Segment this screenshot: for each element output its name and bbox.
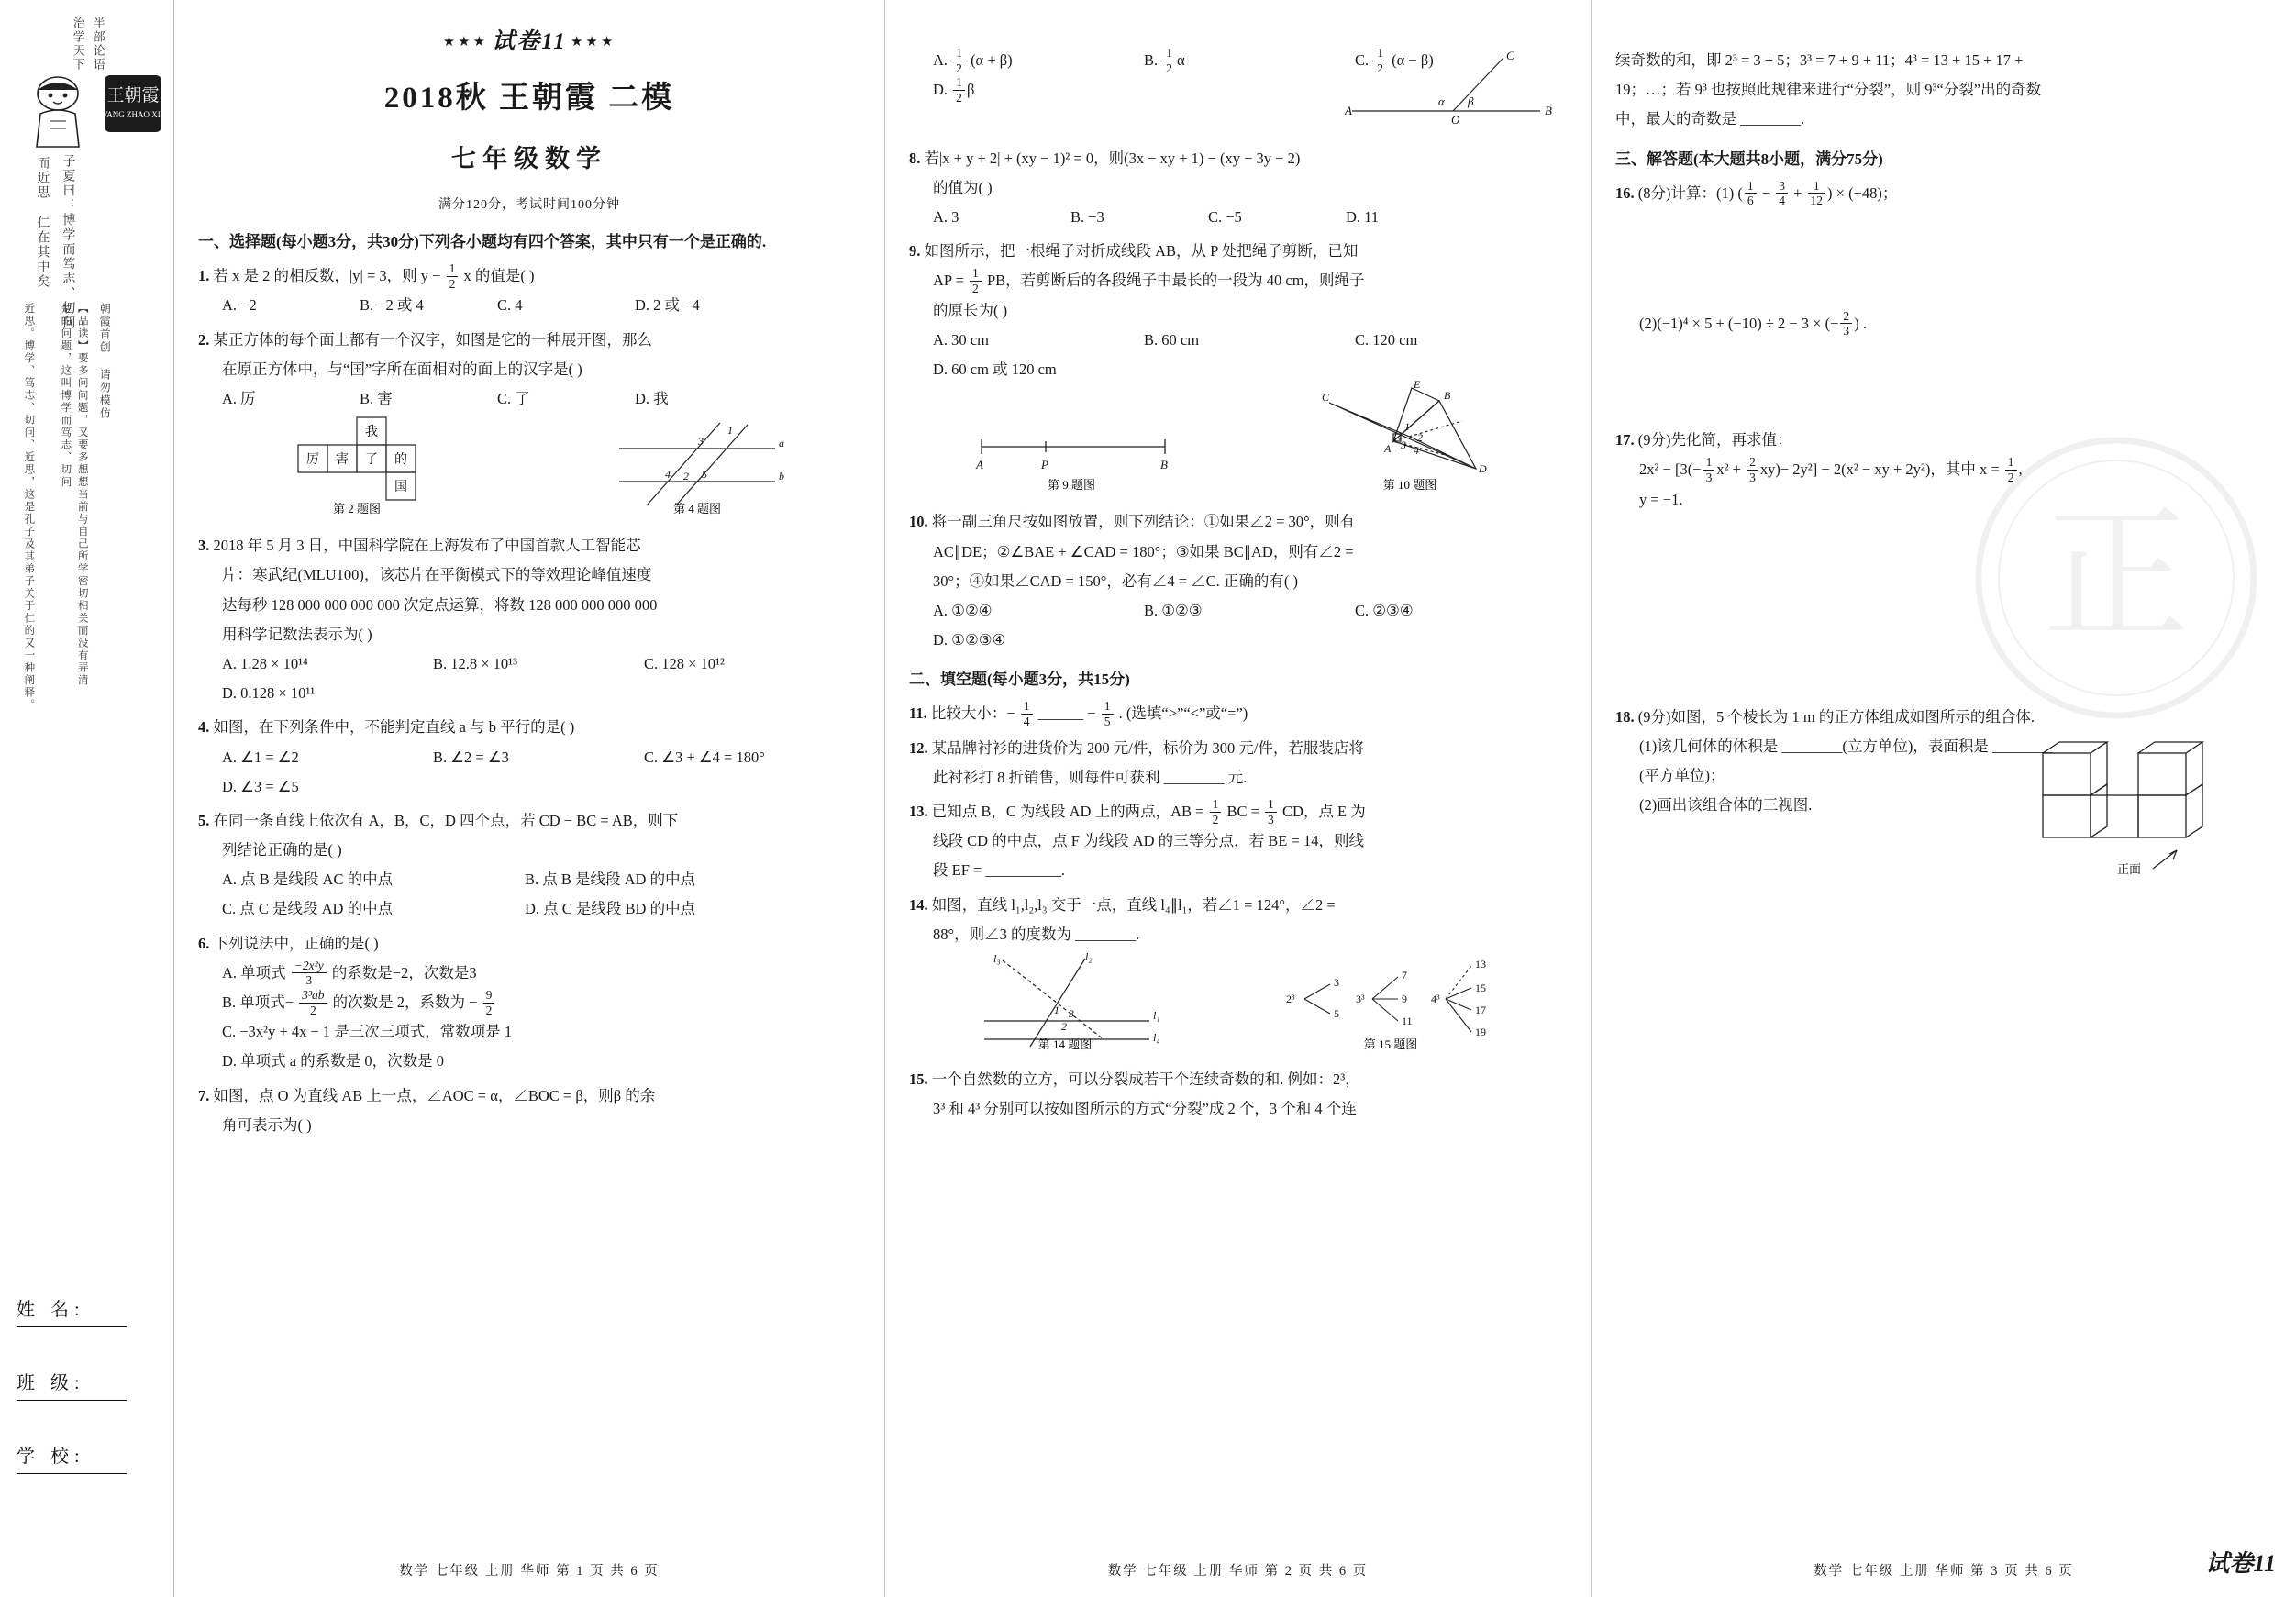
figure-q18-label: 正面 (2116, 861, 2142, 876)
option[interactable]: C. ∠3 + ∠4 = 180° (644, 748, 765, 766)
option[interactable]: C. −5 (1208, 208, 1242, 227)
svg-text:β: β (1468, 94, 1474, 108)
option[interactable]: D. 点 C 是线段 BD 的中点 (525, 900, 696, 918)
question-14-line-2[interactable]: 88°，则∠3 的度数为 ________. (933, 925, 1140, 943)
question-2-options (222, 384, 860, 414)
question-12-number: 12. (909, 738, 928, 757)
mascot-illustration (22, 73, 94, 152)
option[interactable]: A. 30 cm (933, 330, 989, 349)
svg-text:E: E (1413, 378, 1421, 392)
svg-text:第 15 题图: 第 15 题图 (1363, 1037, 1418, 1051)
svg-text:1: 1 (727, 424, 733, 438)
figure-q4 (610, 414, 793, 527)
question-17-expr-e: − 2y² (1780, 460, 1813, 479)
field-name-line[interactable] (17, 1326, 127, 1327)
svg-text:第 9 题图: 第 9 题图 (1048, 478, 1096, 493)
page-column-3 (1592, 0, 2296, 1597)
svg-text:13: 13 (1475, 957, 1487, 970)
question-18-number: 18. (1615, 707, 1635, 726)
page-column-1 (174, 0, 885, 1597)
field-name-label: 姓 名: (17, 1300, 85, 1320)
svg-text:B: B (1160, 458, 1169, 472)
question-11-fraction-2: $\frac{1}{5}$ (1102, 699, 1114, 728)
paper-number: 试卷11 (492, 29, 567, 54)
svg-text:3: 3 (698, 435, 704, 449)
question-11 (909, 699, 1567, 728)
svg-text:的: 的 (394, 453, 407, 468)
question-15-number: 15. (909, 1070, 928, 1089)
question-2 (198, 326, 860, 384)
q15-cont-line-3[interactable]: 中，最大的奇数是 ________. (1615, 110, 1805, 128)
svg-text:l₃: l₃ (993, 951, 1001, 965)
page-1-footer: 数学 七年级 上册 华师 第 1 页 共 6 页 (399, 1563, 660, 1579)
svg-text:第 10 题图: 第 10 题图 (1382, 478, 1437, 493)
option[interactable]: D. 60 cm 或 120 cm (933, 360, 1057, 379)
question-6-option-b-fraction: $\frac{\text{3³ab}}{2}$ (299, 988, 327, 1017)
svg-text:9: 9 (1402, 992, 1408, 1005)
question-10-line-3: 30°；④如果∠CAD = 150°，必有∠4 = ∠C. 正确的有( ) (933, 571, 1299, 590)
question-15-line-1: 一个自然数的立方，可以分裂成若干个连续奇数的和. 例如：2³， (931, 1070, 1360, 1089)
question-4-text: 如图，在下列条件中，不能判定直线 a 与 b 平行的是( ) (213, 718, 575, 737)
question-13-line-1b: BC = (1226, 803, 1259, 821)
option[interactable]: A. 1.28 × 10¹⁴ (222, 655, 308, 672)
svg-text:厉: 厉 (306, 453, 319, 468)
strip-text-b: 半部论语 (91, 17, 105, 72)
field-class-label: 班 级: (17, 1373, 85, 1393)
question-3-number: 3. (198, 537, 210, 555)
svg-text:5: 5 (702, 468, 707, 482)
question-17-expr-c: x² + (1716, 460, 1741, 479)
question-17 (1615, 426, 2272, 698)
question-18-line-3: (平方单位)； (1639, 767, 1725, 785)
question-3-line-3: 达每秒 128 000 000 000 000 次定点运算，将数 128 000 000 000 000 (222, 595, 658, 614)
option[interactable]: A. 点 B 是线段 AC 的中点 (222, 871, 394, 889)
question-4 (198, 713, 860, 742)
question-2-line-1: 某正方体的每个面上都有一个汉字，如图是它的一种展开图，那么 (213, 330, 652, 349)
field-school (17, 1441, 127, 1474)
field-class-line[interactable] (17, 1400, 127, 1401)
svg-text:3: 3 (1334, 975, 1340, 989)
svg-text:WANG ZHAO XIA: WANG ZHAO XIA (99, 110, 167, 119)
question-14-number: 14. (909, 895, 928, 914)
question-16 (1615, 179, 2272, 422)
question-16-expr: ( $\frac{1}{6}$ − $\frac{3}{4}$ + $\frac{1}{12}$ ) (1737, 178, 1836, 208)
question-17-expr-b: 3 (1680, 460, 1688, 479)
option[interactable]: A. $\frac{1}{2}$ (α + β) (933, 46, 1013, 75)
svg-text:l₄: l₄ (1152, 1030, 1160, 1044)
option[interactable]: C. 4 (497, 296, 523, 315)
question-16-answer-space-2[interactable] (1615, 338, 2272, 421)
strip-text-e: 朝霞首创 请勿模仿 (98, 303, 112, 420)
question-12-line-2[interactable]: 此衬衫打 8 折销售，则每件可获利 ________ 元. (933, 768, 1248, 786)
svg-text:19: 19 (1475, 1025, 1487, 1038)
question-13 (909, 797, 1567, 886)
q15-continuation (1615, 46, 2272, 135)
question-12-line-1: 某品牌衬衫的进货价为 200 元/件，标价为 300 元/件，若服装店将 (931, 738, 1364, 757)
svg-text:5: 5 (1334, 1006, 1340, 1020)
question-3-line-4: 用科学记数法表示为( ) (222, 625, 372, 643)
figure-q2 (265, 414, 476, 527)
question-13-fraction-1: $\frac{1}{2}$ (1210, 797, 1222, 826)
svg-text:C: C (1321, 391, 1329, 405)
strip-text-c: 而近思 仁在其中矣 (35, 156, 50, 289)
question-11-fraction-1: $\frac{1}{4}$ (1021, 699, 1033, 728)
question-17-line-3: y = −1. (1639, 490, 1683, 508)
question-6-text: 下列说法中，正确的是( ) (213, 934, 379, 952)
option[interactable]: A. ①②④ (933, 601, 993, 619)
strip-text-g: 近思。博学、笃志、切问、近思，这是孔子及其弟子关于仁的又一种阐释。 (23, 303, 35, 712)
svg-text:B: B (1545, 103, 1552, 117)
exam-header (198, 20, 860, 217)
option[interactable]: A. ∠1 = ∠2 (222, 748, 299, 766)
option[interactable]: D. 我 (635, 389, 669, 407)
question-9-fraction: $\frac{1}{2}$ (970, 266, 982, 295)
question-16-answer-space-1[interactable] (1615, 208, 2272, 309)
svg-text:l₂: l₂ (1084, 949, 1093, 963)
question-11-text-c: . (选填“>”“<”或“=”) (1118, 704, 1248, 723)
option[interactable]: B. −3 (1070, 208, 1104, 227)
option[interactable]: B. 12.8 × 10¹³ (433, 655, 518, 672)
option[interactable]: C. 点 C 是线段 AD 的中点 (222, 900, 394, 918)
option[interactable]: B. ①②③ (1144, 601, 1203, 619)
svg-text:15: 15 (1475, 981, 1487, 994)
question-6-option-a[interactable] (222, 959, 860, 988)
question-17-answer-space[interactable] (1615, 515, 2272, 698)
question-10-line-1: 将一副三角尺按如图放置，则下列结论：①如果∠2 = 30°，则有 (931, 513, 1356, 531)
question-6-option-c[interactable]: C. −3x²y + 4x − 1 是三次三项式，常数项是 1 (222, 1023, 513, 1041)
option[interactable]: B. 害 (360, 389, 393, 407)
svg-text:1: 1 (1053, 1003, 1059, 1016)
svg-text:害: 害 (336, 453, 349, 468)
question-7 (198, 1081, 860, 1140)
question-7-number: 7. (198, 1086, 210, 1104)
question-18-line-4: (2)画出该组合体的三视图. (1639, 796, 1813, 815)
question-3 (198, 531, 860, 649)
svg-text:B: B (1443, 389, 1451, 403)
question-9-line-2 (933, 266, 1567, 295)
question-10 (909, 507, 1567, 596)
svg-text:A: A (976, 458, 984, 472)
question-6-number: 6. (198, 934, 210, 952)
svg-text:2: 2 (1060, 1019, 1067, 1033)
question-1-text-a: 若 x 是 2 的相反数，|y| = 3，则 y − (213, 267, 441, 285)
svg-text:a: a (779, 437, 784, 450)
question-16-line-2: (2)(−1)⁴ × 5 + (−10) ÷ 2 − 3 × (− $\frac{2}{3}$ ) . (1639, 308, 1867, 338)
question-13-line-2: 线段 CD 的中点，点 F 为线段 AD 的三等分点，若 BE = 14，则线 (933, 832, 1364, 850)
question-15-line-2: 3³ 和 4³ 分别可以按如图所示的方式“分裂”成 2 个，3 个和 4 个连 (933, 1100, 1357, 1118)
section-2-heading: 二、填空题(每小题3分，共15分) (909, 671, 1130, 689)
svg-text:4³: 4³ (1431, 992, 1440, 1005)
option[interactable]: C. 120 cm (1355, 330, 1418, 349)
question-12 (909, 734, 1567, 793)
question-17-expr-d: xy (1759, 460, 1776, 479)
svg-text:l₁: l₁ (1152, 1008, 1160, 1022)
svg-text:4: 4 (1413, 444, 1419, 458)
svg-text:α: α (1438, 94, 1445, 108)
q15-cont-line-2: 19；…；若 9³ 也按照此规律来进行“分裂”，则 9³“分裂”出的奇数 (1615, 81, 2042, 99)
question-1-options (222, 291, 860, 320)
question-10-options (933, 596, 1567, 655)
svg-text:2³: 2³ (1286, 992, 1295, 1005)
question-9-line-3: 的原长为( ) (933, 301, 1008, 319)
svg-text:A: A (1383, 442, 1392, 456)
question-9-line-2-b: PB，若剪断后的各段绳子中最长的一段为 40 cm，则绳子 (986, 272, 1365, 290)
option[interactable]: D. 11 (1346, 208, 1380, 227)
page-2-footer: 数学 七年级 上册 华师 第 2 页 共 6 页 (1107, 1563, 1369, 1579)
svg-text:王朝霞: 王朝霞 (106, 86, 160, 105)
option[interactable]: D. ①②③④ (933, 631, 1006, 649)
svg-text:b: b (779, 470, 784, 483)
student-info-fields (17, 1294, 127, 1514)
svg-text:4: 4 (665, 468, 671, 482)
question-3-options (222, 649, 860, 708)
option[interactable]: B. −2 或 4 (360, 296, 424, 315)
question-6 (198, 929, 860, 959)
exam-subject: 七年级数学 (451, 145, 607, 173)
figures-row-q2-q4 (198, 414, 860, 527)
question-11-text-a: 比较大小：− (930, 704, 1015, 723)
page-column-2 (885, 0, 1592, 1597)
svg-text:第 4 题图: 第 4 题图 (672, 502, 722, 516)
question-5 (198, 806, 860, 865)
question-13-line-1a: 已知点 B，C 为线段 AD 上的两点，AB = (931, 803, 1204, 821)
option[interactable]: A. 3 (933, 208, 959, 227)
question-8 (909, 144, 1567, 203)
field-class (17, 1368, 127, 1401)
question-9-options (933, 326, 1567, 384)
question-17-line-1: (9分)先化简，再求值： (1637, 431, 1792, 449)
option[interactable]: B. 点 B 是线段 AD 的中点 (525, 871, 696, 889)
svg-text:3³: 3³ (1356, 992, 1365, 1005)
svg-text:2: 2 (683, 470, 689, 483)
option[interactable]: C. $\frac{1}{2}$ (α − β) (1355, 46, 1434, 75)
question-13-number: 13. (909, 803, 928, 821)
option[interactable]: B. 60 cm (1144, 330, 1200, 349)
svg-text:P: P (1041, 458, 1049, 472)
section-1-heading: 一、选择题(每小题3分，共30分)下列各小题均有四个答案，其中只有一个是正确的. (198, 233, 767, 251)
question-6-option-a-fraction: $\frac{\text{−2x²y}}{3}$ (292, 959, 327, 988)
svg-text:7: 7 (1402, 968, 1408, 981)
section-3-heading: 三、解答题(本大题共8小题，满分75分) (1615, 150, 1883, 168)
question-8-options (933, 203, 1567, 232)
option[interactable]: A. 厉 (222, 389, 256, 407)
question-6-option-b-prefix: B. 单项式− (222, 993, 294, 1012)
question-3-line-1: 2018 年 5 月 3 日，中国科学院在上海发布了中国首款人工智能芯 (213, 537, 641, 555)
question-8-number: 8. (909, 149, 921, 167)
paper-number-line (198, 20, 860, 65)
question-7-line-2: 角可表示为( ) (222, 1115, 312, 1134)
svg-text:国: 国 (394, 481, 407, 495)
svg-text:1: 1 (1403, 420, 1410, 434)
stars-left: ★★★ (442, 35, 489, 50)
option[interactable]: C. 128 × 10¹² (644, 655, 725, 672)
question-18-line-1: (9分)如图，5 个棱长为 1 m 的正方体组成如图所示的组合体. (1637, 707, 2035, 726)
question-6-option-a-suffix: 的系数是−2，次数是3 (331, 963, 477, 981)
option[interactable]: A. −2 (222, 296, 257, 315)
question-13-line-3[interactable]: 段 EF = __________. (933, 861, 1066, 880)
question-16-line-2-d: . (1862, 315, 1867, 333)
question-3-line-2: 片：寒武纪(MLU100)，该芯片在平衡模式下的等效理论峰值速度 (222, 566, 652, 584)
option[interactable]: B. ∠2 = ∠3 (433, 748, 509, 766)
question-18-line-2[interactable]: (1)该几何体的体积是 ________(立方单位)，表面积是 ________ (1639, 738, 2053, 756)
svg-text:C: C (1506, 48, 1514, 62)
question-8-line-2: 的值为( ) (933, 178, 993, 196)
q15-cont-line-1: 续奇数的和，即 2³ = 3 + 5；3³ = 7 + 9 + 11；4³ = 13 + 15 + 17 + (1615, 51, 2024, 69)
stars-right: ★★★ (570, 35, 616, 50)
svg-text:11: 11 (1402, 1014, 1413, 1027)
svg-text:3: 3 (1068, 1006, 1074, 1020)
question-4-number: 4. (198, 718, 210, 737)
question-5-number: 5. (198, 811, 210, 829)
question-9-line-2-a: AP = (933, 272, 964, 290)
question-1-fraction: $\frac{1}{2}$ (447, 261, 459, 291)
question-11-number: 11. (909, 704, 927, 723)
option[interactable]: D. $\frac{1}{2}$ β (933, 75, 975, 105)
question-15 (909, 1065, 1567, 1124)
strip-text-d: 子夏曰：博学而笃志、切问 (61, 154, 75, 330)
svg-text:2: 2 (1416, 431, 1423, 445)
question-9-line-1: 如图所示，把一根绳子对折成线段 AB，从 P 处把绳子剪断，已知 (924, 242, 1359, 261)
question-17-expr-f: − 2(x² − xy + 2y²)，其中 x = (1821, 460, 2000, 479)
field-school-line[interactable] (17, 1473, 127, 1474)
question-17-expr-a: 2x² − (1639, 460, 1671, 479)
question-11-text-b[interactable]: ______ − (1037, 704, 1096, 723)
question-5-line-1: 在同一条直线上依次有 A，B，C，D 四个点，若 CD − BC = AB，则下 (213, 811, 679, 829)
figures-row-q14-q15 (909, 949, 1567, 1060)
left-margin-strip (0, 0, 174, 1597)
svg-text:17: 17 (1475, 1003, 1487, 1016)
option[interactable]: B. $\frac{1}{2}$ α (1144, 46, 1185, 75)
svg-text:O: O (1451, 112, 1460, 127)
question-1-text-b: x 的值是( ) (463, 267, 535, 285)
question-17-line-2: 2x² − [3(− $\frac{1}{3}$ x² + $\frac{2}{3}$ xy)− 2y²] − 2(x² − xy + 2y²)，其中 x = $\frac{1}{2}$ , (1639, 455, 2023, 484)
svg-text:3: 3 (1400, 438, 1406, 452)
question-16-line-2-a: (2)(−1)⁴ × 5 + (−10) ÷ 2 − 3 × (1639, 315, 1822, 333)
question-1-number: 1. (198, 267, 210, 285)
question-9 (909, 237, 1567, 326)
option[interactable]: C. ②③④ (1355, 601, 1414, 619)
figure-q10 (1302, 378, 1513, 503)
question-9-number: 9. (909, 242, 921, 261)
svg-text:第 14 题图: 第 14 题图 (1037, 1037, 1093, 1051)
question-10-line-2: AC∥DE；②∠BAE + ∠CAD = 180°；③如果 BC∥AD，则有∠2 = (933, 542, 1354, 560)
svg-text:了: 了 (365, 453, 378, 468)
svg-text:我: 我 (365, 426, 378, 440)
option[interactable]: D. ∠3 = ∠5 (222, 777, 299, 795)
question-16-number: 16. (1615, 183, 1635, 202)
svg-text:A: A (1345, 103, 1352, 117)
figure-q15 (1281, 949, 1510, 1060)
strip-text-a: 治学天下 (71, 17, 85, 72)
question-13-fraction-2: $\frac{1}{3}$ (1265, 797, 1277, 826)
strip-text-f: 【品读】要多问问题，又要多想想当前与自己所学密切相关而没有弄清楚的问题，这叫博学而笃志、切问 (60, 303, 88, 687)
question-14-line-1: 如图，直线 l₁,l₂,l₃ 交于一点，直线 l₄∥l₁，若∠1 = 124°，∠2 = (931, 895, 1336, 914)
question-6-option-b-suffix: 的次数是 2，系数为 − (332, 993, 478, 1012)
question-7-line-1: 如图，点 O 为直线 AB 上一点，∠AOC = α，∠BOC = β，则β 的余 (213, 1086, 656, 1104)
page-3-footer: 数学 七年级 上册 华师 第 3 页 共 6 页 (1814, 1563, 2074, 1579)
question-13-line-1c: CD，点 E 为 (1281, 803, 1366, 821)
question-6-option-d[interactable]: D. 单项式 a 的系数是 0，次数是 0 (222, 1052, 444, 1070)
option[interactable]: D. 0.128 × 10¹¹ (222, 684, 316, 703)
question-1 (198, 261, 860, 291)
figure-q14 (966, 949, 1168, 1060)
question-14 (909, 891, 1567, 949)
figures-row-q9-q10 (909, 378, 1567, 503)
question-8-line-1: 若|x + y + 2| + (xy − 1)² = 0，则(3x − xy + 1) − (xy − 3y − 2) (924, 149, 1301, 167)
paper-badge: 试卷11 (2205, 1550, 2276, 1578)
question-5-options (222, 865, 860, 924)
svg-text:D: D (1478, 462, 1487, 476)
figure-q9 (963, 392, 1192, 503)
option[interactable]: C. 了 (497, 389, 530, 407)
svg-text:正: 正 (2042, 494, 2191, 658)
brand-seal-icon (99, 73, 167, 134)
question-4-options (222, 743, 860, 802)
question-6-option-a-prefix: A. 单项式 (222, 963, 286, 981)
option[interactable]: D. 2 或 −4 (635, 296, 700, 315)
exam-meta: 满分120分，考试时间100分钟 (438, 197, 620, 212)
question-6-option-b-fraction-2: $\frac{9}{2}$ (483, 988, 495, 1017)
question-17-number: 17. (1615, 431, 1635, 449)
question-5-line-2: 列结论正确的是( ) (222, 841, 342, 859)
question-10-number: 10. (909, 513, 928, 531)
question-16-tail: × (−48)； (1836, 183, 1898, 202)
question-17-expr-g: , (2018, 460, 2023, 479)
question-2-line-2: 在原正方体中，与“国”字所在面相对的面上的汉字是( ) (222, 360, 582, 378)
svg-text:第 2 题图: 第 2 题图 (332, 502, 382, 516)
field-name (17, 1294, 127, 1327)
question-16-text: (8分)计算：(1) (1637, 183, 1735, 202)
question-6-option-b[interactable] (222, 988, 860, 1017)
exam-title: 2018秋 王朝霞 二模 (383, 81, 675, 115)
question-2-number: 2. (198, 330, 210, 349)
field-school-label: 学 校: (17, 1447, 85, 1467)
